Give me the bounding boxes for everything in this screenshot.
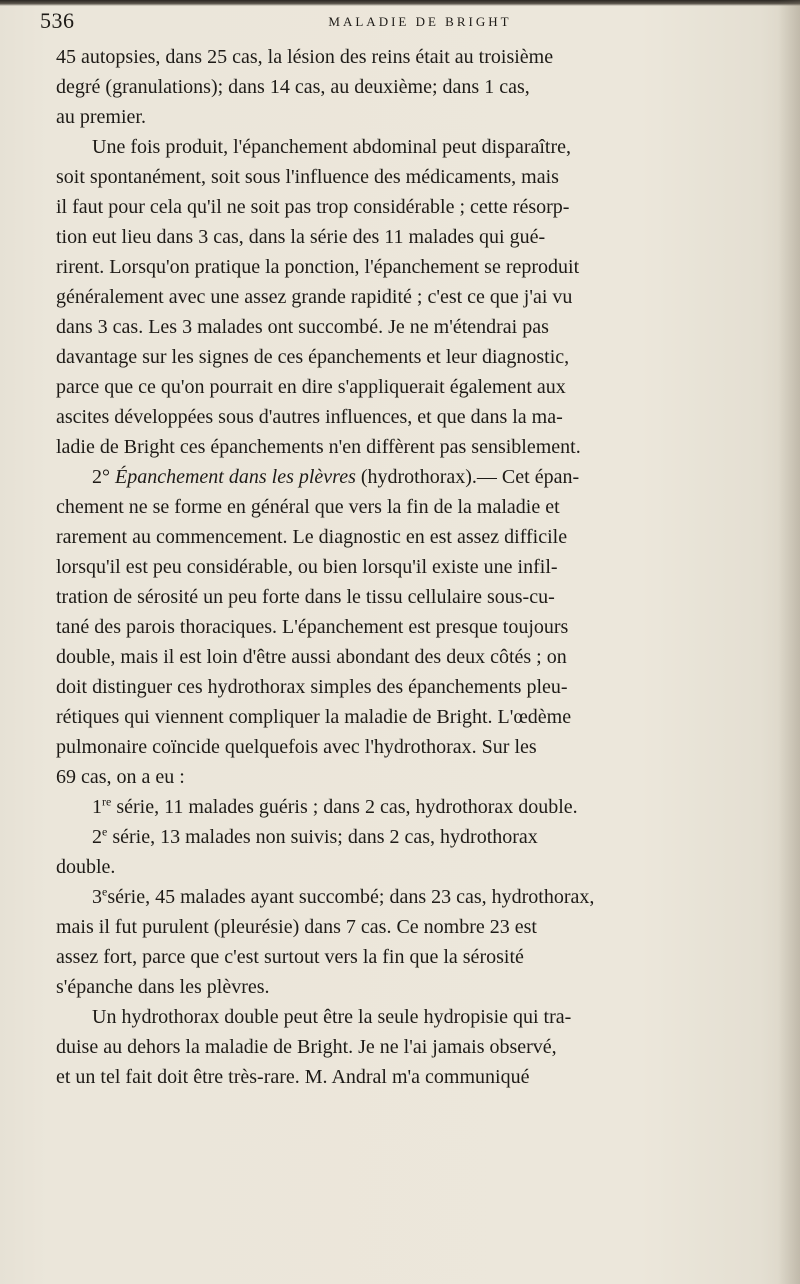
ordinal-suffix: e — [102, 884, 108, 899]
text-line: ladie de Bright ces épanchements n'en diffèrent pas sensiblement. — [56, 436, 581, 458]
text-line: 45 autopsies, dans 25 cas, la lésion des reins était au troisième — [56, 46, 554, 68]
text-line: et un tel fait doit être très-rare. M. Andral m'a communiqué — [56, 1066, 530, 1088]
section-heading: Épanchement dans les plèvres — [115, 466, 356, 488]
ordinal-suffix: e — [102, 824, 108, 839]
text-line: tion eut lieu dans 3 cas, dans la série des 11 malades qui gué- — [56, 226, 546, 248]
text-line: tané des parois thoraciques. L'épanchement est presque toujours — [56, 616, 569, 638]
text-line: dans 3 cas. Les 3 malades ont succombé. Je ne m'étendrai pas — [56, 316, 549, 338]
section-heading-line — [56, 462, 770, 492]
top-edge-shadow — [0, 0, 800, 6]
text-line — [56, 822, 770, 852]
series-1-entry — [56, 792, 770, 822]
body-text — [56, 42, 770, 1092]
text-line: duise au dehors la maladie de Bright. Je ne l'ai jamais observé, — [56, 1036, 557, 1058]
text-line — [56, 792, 770, 822]
text-fragment: (hydrothorax).— Cet épan- — [355, 466, 580, 488]
text-line: pulmonaire coïncide quelquefois avec l'hydrothorax. Sur les — [56, 736, 537, 758]
series-3-entry — [56, 882, 770, 1002]
right-edge-shadow — [778, 0, 800, 1284]
text-line: Une fois produit, l'épanchement abdominal peut disparaître, — [92, 136, 572, 158]
page-header — [40, 8, 760, 36]
text-line: 69 cas, on a eu : — [56, 766, 185, 788]
text-line: rétiques qui viennent compliquer la maladie de Bright. L'œdème — [56, 706, 572, 728]
text-line: davantage sur les signes de ces épanchements et leur diagnostic, — [56, 346, 570, 368]
paragraph-hydrothorax — [56, 462, 770, 792]
text-line: double. — [56, 856, 116, 878]
text-line: chement ne se forme en général que vers la fin de la maladie et — [56, 496, 560, 518]
text-line: parce que ce qu'on pourrait en dire s'appliquerait également aux — [56, 376, 566, 398]
text-line: double, mais il est loin d'être aussi abondant des deux côtés ; on — [56, 646, 567, 668]
text-line: généralement avec une assez grande rapidité ; c'est ce que j'ai vu — [56, 286, 573, 308]
text-line: doit distinguer ces hydrothorax simples des épanchements pleu- — [56, 676, 568, 698]
running-head: MALADIE DE BRIGHT — [328, 14, 512, 29]
series-2-entry — [56, 822, 770, 882]
series-number: 1 — [92, 796, 102, 818]
text-line: s'épanche dans les plèvres. — [56, 976, 270, 998]
page-number: 536 — [40, 8, 75, 33]
text-line: au premier. — [56, 106, 146, 128]
text-fragment: série, 45 malades ayant succombé; dans 23 cas, hydrothorax, — [107, 886, 595, 908]
text-fragment: série, 13 malades non suivis; dans 2 cas, hydrothorax — [107, 826, 538, 848]
text-line: degré (granulations); dans 14 cas, au deuxième; dans 1 cas, — [56, 76, 530, 98]
series-number: 2 — [92, 826, 102, 848]
text-line: soit spontanément, soit sous l'influence des médicaments, mais — [56, 166, 559, 188]
text-line: rirent. Lorsqu'on pratique la ponction, l'épanchement se reproduit — [56, 256, 580, 278]
text-line: rarement au commencement. Le diagnostic en est assez difficile — [56, 526, 568, 548]
text-fragment: série, 11 malades guéris ; dans 2 cas, hydrothorax double. — [111, 796, 578, 818]
text-line: il faut pour cela qu'il ne soit pas trop considérable ; cette résorp- — [56, 196, 570, 218]
paragraph-abdominal-effusion — [56, 132, 770, 462]
text-line: Un hydrothorax double peut être la seule hydropisie qui tra- — [92, 1006, 572, 1028]
text-line: ascites développées sous d'autres influences, et que dans la ma- — [56, 406, 563, 428]
text-line: lorsqu'il est peu considérable, ou bien lorsqu'il existe une infil- — [56, 556, 558, 578]
text-line: assez fort, parce que c'est surtout vers la fin que la sérosité — [56, 946, 524, 968]
section-number: 2° — [92, 466, 110, 488]
ordinal-suffix: re — [102, 794, 112, 809]
paragraph-autopsies — [56, 42, 770, 132]
series-number: 3 — [92, 886, 102, 908]
paragraph-double-hydrothorax — [56, 1002, 770, 1092]
text-line: tration de sérosité un peu forte dans le tissu cellulaire sous-cu- — [56, 586, 555, 608]
text-line — [56, 882, 770, 912]
text-line: mais il fut purulent (pleurésie) dans 7 cas. Ce nombre 23 est — [56, 916, 537, 938]
